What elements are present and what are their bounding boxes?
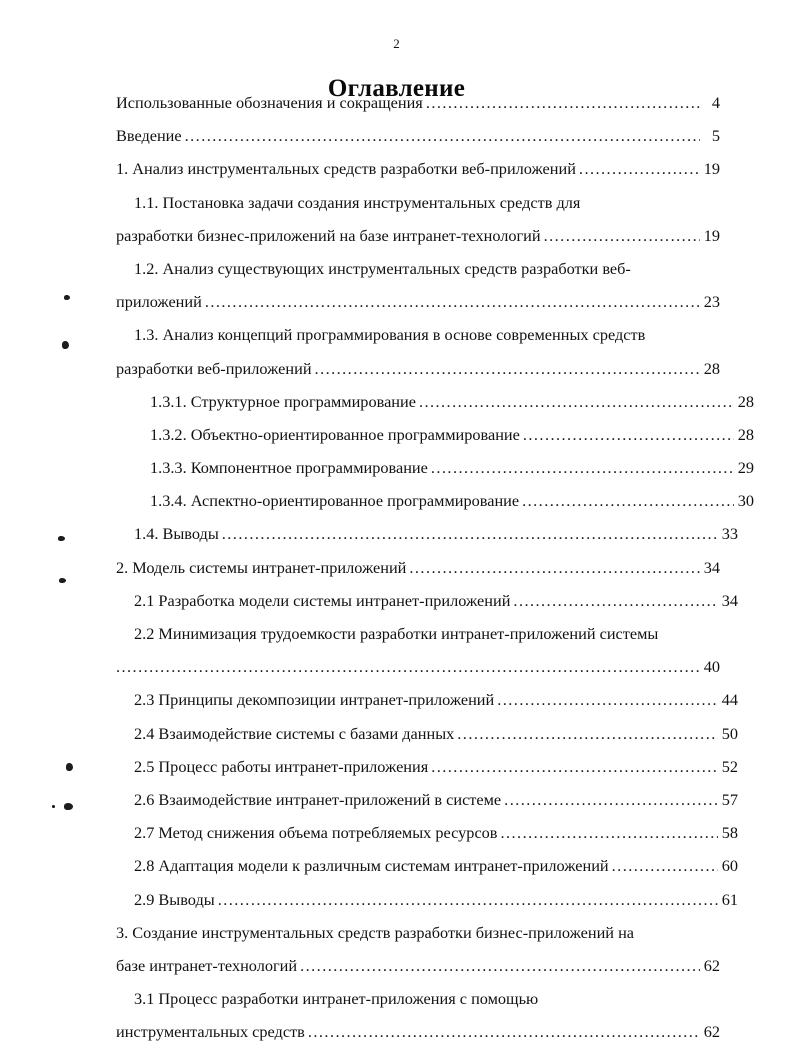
toc-entry-title: базе интранет-технологий [116,955,298,975]
toc-entry-title: 3.1 Процесс разработки интранет-приложения с помощью [134,989,539,1009]
toc-dot-leader [497,683,718,716]
toc-entry-title: 2.4 Взаимодействие системы с базами данных [134,723,455,743]
scan-speckle [62,341,69,349]
toc-entry-title: инструментальных средств [116,1022,305,1042]
toc-entry[interactable] [112,816,738,849]
toc-entry-title: 2.8 Адаптация модели к различным системам интранет-приложений [134,856,609,876]
toc-entry-title: 2.7 Метод снижения объема потребляемых ресурсов [134,823,498,843]
toc-entry[interactable] [112,683,738,716]
toc-entry-title: 3. Создание инструментальных средств разработки бизнес-приложений на [116,922,635,942]
toc-dot-leader [409,551,700,584]
toc-dot-leader [579,152,700,185]
toc-entry[interactable] [112,750,738,783]
page-title: Оглавление [327,74,466,102]
toc-dot-leader [116,650,700,683]
toc-dot-leader [308,1015,700,1048]
toc-entry-title: 2.2 Минимизация трудоемкости разработки интранет-приложений системы [134,624,659,643]
toc-dot-leader [544,219,700,252]
toc-entry-title: 1.4. Выводы [134,524,219,544]
scan-speckle [59,578,66,583]
toc-entry-page-number: 62 [703,1022,720,1042]
toc-entry[interactable] [112,949,720,982]
toc-entry-page-number: 58 [721,823,738,843]
toc-entry-title: приложений [116,292,202,312]
page-number-folio: 2 [393,36,400,51]
scan-speckle [52,805,55,808]
toc-entry-title: 2.1 Разработка модели системы интранет-приложений [134,590,511,610]
toc-dot-leader [504,783,718,816]
toc-entry[interactable] [112,783,738,816]
toc-entry-page-number: 60 [721,856,738,876]
toc-dot-leader [218,883,718,916]
toc-entry-page-number: 23 [703,292,720,312]
toc-entry[interactable] [112,916,720,949]
toc-entry[interactable] [112,352,720,385]
toc-entry-page-number: 34 [703,557,720,577]
toc-entry-title: 1.2. Анализ существующих инструментальных средств разработки веб- [134,258,631,278]
toc-entry-page-number: 33 [721,524,738,544]
toc-entry[interactable] [112,152,720,185]
scan-speckle [64,803,73,810]
toc-entry[interactable] [112,517,738,550]
toc-dot-leader [205,285,700,318]
toc-entry-title: 2. Модель системы интранет-приложений [116,557,407,577]
table-of-contents [112,86,754,1048]
toc-entry-title: Введение [116,126,182,146]
toc-entry-title: Использованные обозначения и сокращения [116,93,423,112]
toc-dot-leader [222,517,718,550]
toc-entry[interactable] [112,883,738,916]
toc-entry-page-number: 19 [703,159,720,179]
toc-entry[interactable] [112,285,720,318]
toc-dot-leader [315,352,700,385]
toc-dot-leader [431,750,718,783]
toc-entry-page-number: 28 [703,358,720,378]
toc-entry-page-number: 62 [703,955,720,975]
toc-entry[interactable] [112,617,738,650]
toc-entry[interactable] [112,484,754,517]
toc-entry[interactable] [112,418,754,451]
toc-entry-title: 1.3.4. Аспектно-ориентированное программирование [150,491,520,511]
toc-entry-page-number: 29 [737,458,754,478]
toc-entry-page-number: 61 [721,889,738,909]
toc-entry[interactable] [112,451,754,484]
toc-entry[interactable] [112,385,754,418]
toc-entry[interactable] [112,318,738,351]
toc-entry-title: 1.1. Постановка задачи создания инструментальных средств для [134,192,581,212]
toc-entry-page-number: 52 [721,756,738,776]
toc-entry-page-number: 34 [721,590,738,610]
toc-entry-title: 2.5 Процесс работы интранет-приложения [134,756,429,776]
toc-entry-page-number: 40 [703,657,720,677]
toc-entry[interactable] [112,849,738,882]
toc-entry-title: 2.3 Принципы декомпозиции интранет-приложений [134,690,495,710]
toc-entry[interactable] [112,551,720,584]
toc-entry-page-number: 30 [737,491,754,511]
toc-entry-page-number: 5 [711,126,720,146]
toc-entry-page-number: 19 [703,225,720,245]
scan-speckle [58,536,65,541]
toc-entry-page-number: 4 [711,93,720,112]
toc-entry-title: 1.3.1. Структурное программирование [150,391,416,411]
toc-entry-title: 2.9 Выводы [134,889,215,909]
toc-entry-title: разработки бизнес-приложений на базе интранет-технологий [116,225,541,245]
scan-speckle [64,295,70,300]
scan-speckle [66,763,73,771]
toc-dot-leader [426,86,700,119]
toc-entry[interactable] [112,252,738,285]
toc-dot-leader [419,385,734,418]
toc-entry-page-number: 57 [721,789,738,809]
toc-entry[interactable] [112,186,738,219]
toc-entry-title: 1. Анализ инструментальных средств разработки веб-приложений [116,159,576,179]
toc-entry[interactable] [112,584,738,617]
toc-dot-leader [523,418,734,451]
toc-entry-page-number: 50 [721,723,738,743]
toc-entry[interactable] [112,650,720,683]
toc-entry-page-number: 28 [737,391,754,411]
toc-dot-leader [300,949,700,982]
toc-dot-leader [513,584,718,617]
toc-entry[interactable] [112,119,720,152]
toc-dot-leader [501,816,719,849]
toc-dot-leader [457,717,718,750]
toc-entry[interactable] [112,982,738,1015]
toc-entry-title: 1.3.3. Компонентное программирование [150,458,428,478]
toc-dot-leader [185,119,700,152]
toc-entry-page-number: 44 [721,690,738,710]
toc-dot-leader [431,451,734,484]
toc-dot-leader [612,849,718,882]
toc-entry[interactable] [112,1015,720,1048]
toc-entry-title: 2.6 Взаимодействие интранет-приложений в системе [134,789,502,809]
toc-entry-title: разработки веб-приложений [116,358,312,378]
toc-dot-leader [522,484,734,517]
toc-entry-title: 1.3. Анализ концепций программирования в основе современных средств [134,325,646,345]
toc-entry[interactable] [112,717,738,750]
toc-entry-page-number: 28 [737,424,754,444]
toc-entry-title: 1.3.2. Объектно-ориентированное программирование [150,424,520,444]
toc-entry[interactable] [112,219,720,252]
toc-entry[interactable] [112,86,720,119]
